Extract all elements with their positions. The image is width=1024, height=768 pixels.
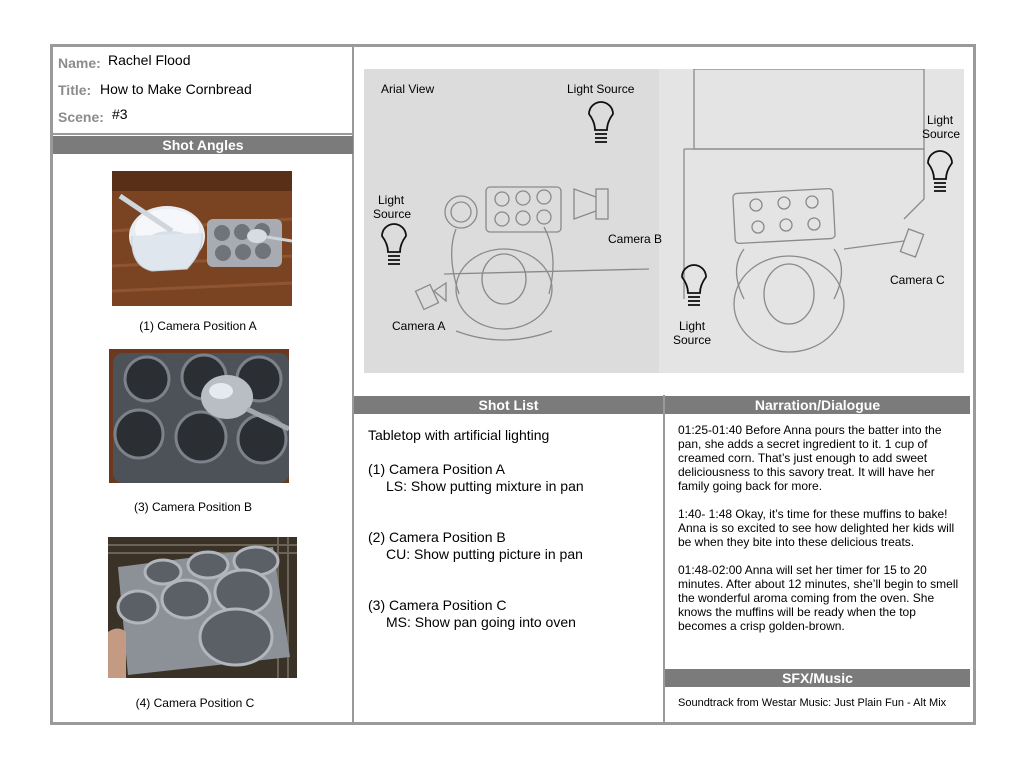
scene-value: #3 [112,106,128,122]
caption-camera-position-b: (3) Camera Position B [133,500,253,514]
shot-angles-heading: Shot Angles [53,136,353,154]
title-label: Title: [58,82,92,98]
label-light-left-2: Source [373,207,412,221]
shot-item-2-title: (2) Camera Position B [368,529,506,545]
shot-item-2-detail: CU: Show putting picture in pan [386,546,583,562]
caption-camera-position-c: (4) Camera Position C [135,696,255,710]
aerial-sketch-diagram [364,69,964,373]
label-camera-b: Camera B [608,232,663,246]
caption-camera-position-a: (1) Camera Position A [139,319,257,333]
shot-list-heading: Shot List [354,396,663,414]
name-value: Rachel Flood [108,52,191,68]
narration-heading: Narration/Dialogue [665,396,970,414]
shot-item-3-title: (3) Camera Position C [368,597,507,613]
label-light-bottom-2: Source [673,333,712,347]
label-light-left-1: Light [378,193,405,207]
photo-camera-position-c [108,537,297,678]
label-light-right-2: Source [922,127,961,141]
label-light-bottom-1: Light [679,319,706,333]
label-camera-a: Camera A [392,319,446,333]
scene-label: Scene: [58,109,104,125]
name-label: Name: [58,55,101,71]
label-light-right-1: Light [927,113,954,127]
divider-header-bottom [53,133,353,135]
label-camera-c: Camera C [890,273,945,287]
sfx-music-heading: SFX/Music [665,669,970,687]
label-light-source-top: Light Source [567,82,635,96]
shot-item-1-detail: LS: Show putting mixture in pan [386,478,584,494]
label-arial-view: Arial View [381,82,435,96]
photo-camera-position-b [109,349,289,483]
shot-item-3-detail: MS: Show pan going into oven [386,614,576,630]
narration-paragraph-2: 1:40- 1:48 Okay, it’s time for these muffins to bake! Anna is so excited to see how delighted her kids will be when they bite into these delicious treats. [678,507,955,549]
shot-item-1-title: (1) Camera Position A [368,461,505,477]
title-value: How to Make Cornbread [100,81,252,97]
narration-paragraph-1: 01:25-01:40 Before Anna pours the batter into the pan, she adds a secret ingredient to it. 1 cup of creamed corn. That’s just enough to add sweet deliciousness to this savory treat. It will have her family going back for more. [678,423,942,493]
shot-list-intro: Tabletop with artificial lighting [368,427,550,443]
sfx-music-text: Soundtrack from Westar Music: Just Plain Fun - Alt Mix [678,697,947,709]
narration-paragraph-3: 01:48-02:00 Anna will set her timer for 15 to 20 minutes. After about 12 minutes, she’ll begin to smell the wonderful aroma coming from the oven. She knows the muffins will be ready when the top becomes a crisp golden-brown. [678,563,959,633]
photo-camera-position-a [112,171,292,306]
